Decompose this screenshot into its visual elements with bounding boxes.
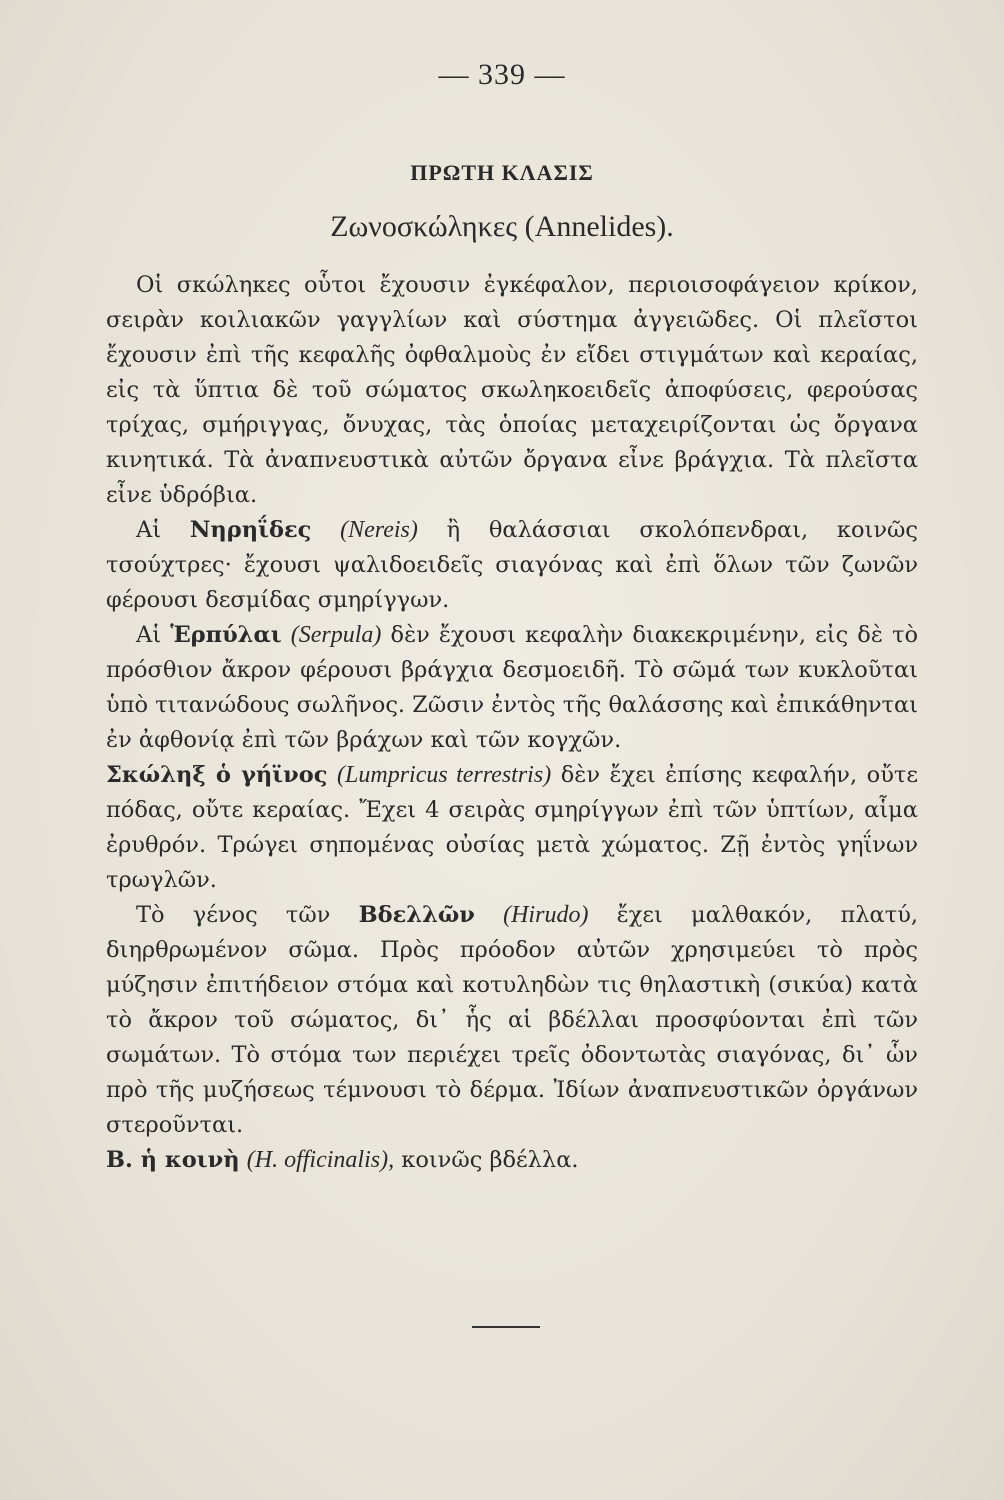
- paragraph-lead: Τὸ γένος τῶν: [136, 902, 331, 928]
- paragraph-earthworm: [106, 758, 918, 898]
- paragraph-serpula: [106, 618, 918, 758]
- paragraph-text: κοινῶς βδέλλα.: [401, 1147, 579, 1173]
- taxon-name: Βδελλῶν: [358, 902, 475, 928]
- latin-name: (Serpula): [290, 622, 382, 648]
- paragraph-text: Οἱ σκώληκες οὗτοι ἔχουσιν ἐγκέφαλον, περιοισοφάγειον κρίκον, σειρὰν κοιλιακῶν γαγγλίων καὶ σύστημα ἀγγειῶδες. Οἱ πλεῖστοι ἔχουσιν ἐπὶ τῆς κεφαλῆς ὀφθαλμοὺς ἐν εἴδει στιγμάτων καὶ κεραίας, εἰς τὰ ὕπτια δὲ τοῦ σώματος σκωληκοειδεῖς ἀποφύσεις, φερούσας τρίχας, σμήριγγας, ὄνυχας, τὰς ὁποίας μεταχειρίζονται ὡς ὄργανα κινητικά. Τὰ ἀναπνευστικὰ αὐτῶν ὄργανα εἶνε βράγχια. Τὰ πλεῖστα εἶνε ὑδρόβια.: [106, 272, 918, 508]
- page-number: — 339 —: [438, 58, 566, 91]
- paragraph-nereis: [106, 513, 918, 618]
- paragraph-text: δὲν ἔχει ἐπίσης κεφαλήν, οὔτε πόδας, οὔτε κεραίας. Ἔχει 4 σειρὰς σμηρίγγων ἐπὶ τῶν ὑπτίων, αἷμα ἐρυθρόν. Τρώγει σηπομένας οὐσίας μετὰ χώματος. Ζῇ ἐντὸς γηΐνων τρωγλῶν.: [106, 762, 918, 893]
- paragraph-lead: Αἱ: [136, 622, 162, 648]
- taxon-name: Σκώληξ ὁ γήϊνος: [106, 762, 328, 788]
- paragraph-text: δὲν ἔχουσι κεφαλὴν διακεκριμένην, εἰς δὲ τὸ πρόσθιον ἄκρον φέρουσι βράγχια δεσμοειδῆ. Τὸ σῶμά των κυκλοῦται ὑπὸ τιτανώδους σωλῆνος. Ζῶσιν ἐντὸς τῆς θαλάσσης καὶ ἐπικάθηνται ἐν ἀφθονίᾳ ἐπὶ τῶν βράχων καὶ τῶν κογχῶν.: [106, 622, 919, 753]
- latin-name: (Hirudo): [503, 902, 589, 928]
- footer-rule: [472, 1326, 540, 1328]
- section-subheading: Ζωνοσκώληκες (Annelides).: [330, 210, 674, 243]
- paragraph-intro: [106, 268, 918, 513]
- taxon-name: Ἑρπύλαι: [170, 622, 282, 648]
- taxon-name: Β. ἡ κοινὴ: [106, 1147, 240, 1173]
- chapter-heading: ΠΡΩΤΗ ΚΛΑΣΙΣ: [410, 160, 594, 185]
- paragraph-text: ἔχει μαλθακόν, πλατύ, διηρθρωμένον σῶμα. Πρὸς πρόοδον αὐτῶν χρησιμεύει τὸ πρὸς μύζησιν ἐπιτήδειον στόμα καὶ κοτυληδὼν τις θηλαστικὴ (σικύα) κατὰ τὸ ἄκρον τοῦ σώματος, δι᾽ ἧς αἱ βδέλλαι προσφύονται ἐπὶ τῶν σωμάτων. Τὸ στόμα των περιέχει τρεῖς ὀδοντωτὰς σιαγόνας, δι᾽ ὧν πρὸ τῆς μυζήσεως τέμνουσι τὸ δέρμα. Ἰδίων ἀναπνευστικῶν ὀργάνων στεροῦνται.: [106, 902, 919, 1138]
- latin-name: (Lumpricus terrestris): [337, 762, 552, 788]
- body-text: [106, 268, 918, 1178]
- paragraph-text: ἢ θαλάσσιαι σκολόπενδραι, κοινῶς τσούχτρες· ἔχουσι ψαλιδοειδεῖς σιαγόνας καὶ ἐπὶ ὅλων τῶν ζωνῶν φέρουσι δεσμίδας σμηρίγγων.: [106, 517, 918, 613]
- taxon-name: Νηρηΐδες: [189, 517, 312, 543]
- paragraph-hirudo: [106, 898, 918, 1143]
- latin-name: (H. officinalis),: [246, 1147, 395, 1173]
- latin-name: (Nereis): [340, 517, 418, 543]
- paragraph-officinalis: [106, 1143, 918, 1178]
- paragraph-lead: Αἱ: [136, 517, 162, 543]
